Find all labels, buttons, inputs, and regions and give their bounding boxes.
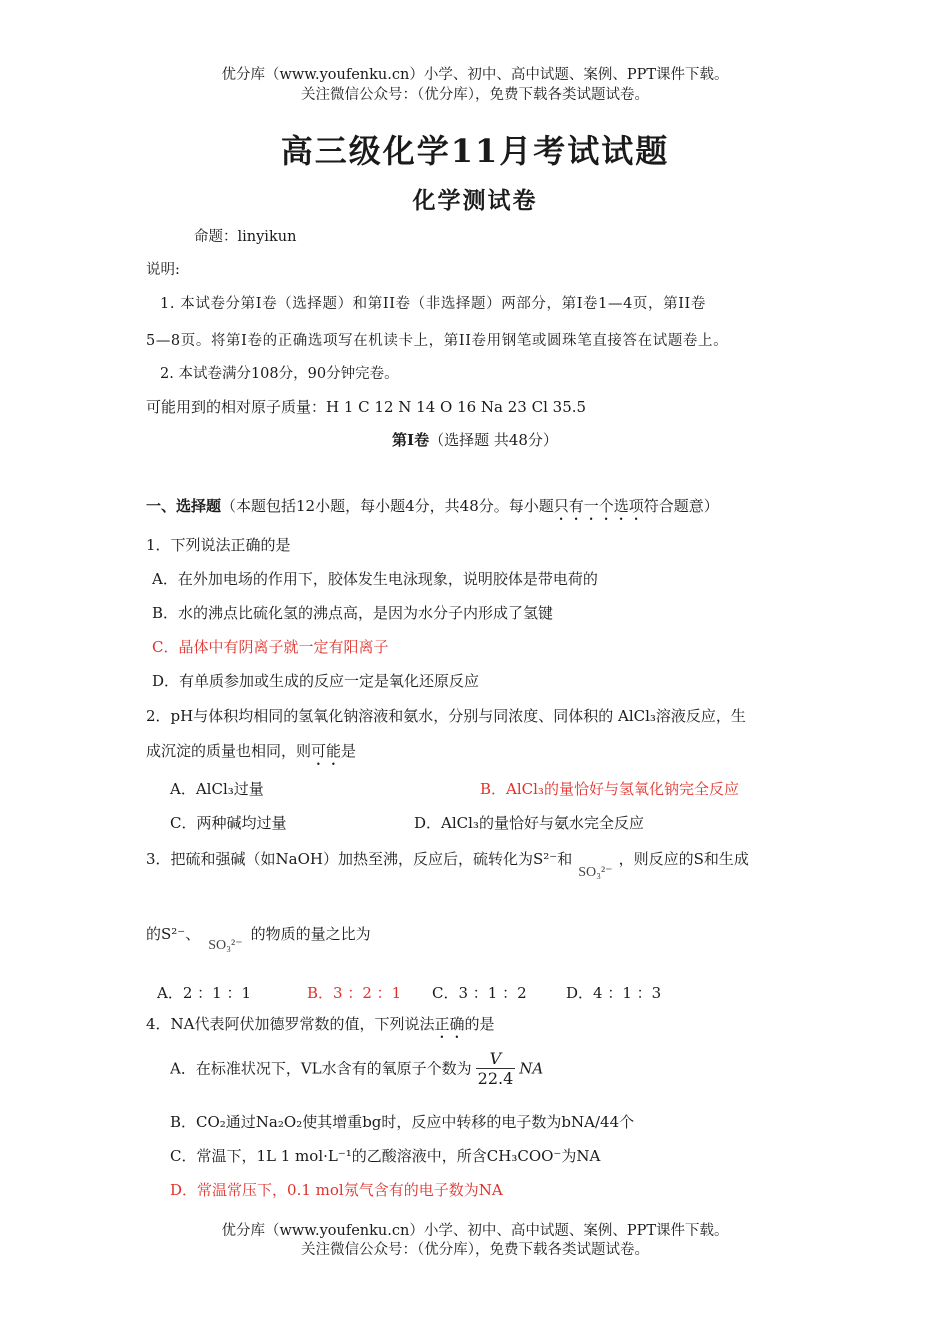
q4-option-d: D．常温常压下，0.1 mol氖气含有的电子数为NA bbox=[170, 1181, 503, 1199]
q3-stem-line-2-post: 的物质的量之比为 bbox=[250, 925, 371, 943]
page-subtitle: 化学测试卷 bbox=[412, 187, 538, 214]
q4-fraction bbox=[476, 1050, 516, 1089]
q3-option-c: C．3 ：1 ：2 bbox=[432, 984, 527, 1002]
q2-stem-line-2-post: 是 bbox=[341, 742, 357, 760]
part-1-heading-rest: （选择题 共48分） bbox=[429, 431, 558, 449]
header-line-1: 优分库（www.youfenku.cn）小学、初中、高中试题、案例、PPT课件下载。 bbox=[221, 67, 729, 83]
q4-option-a bbox=[170, 1050, 543, 1089]
section-1-heading bbox=[146, 495, 719, 524]
q3-stem-line-2-pre: 的S²⁻、 bbox=[146, 925, 201, 943]
q3-stem-line-1-pre: 3．把硫和强碱（如NaOH）加热至沸，反应后，硫转化为S²⁻和 bbox=[146, 850, 573, 868]
q1-stem: 1．下列说法正确的是 bbox=[146, 536, 291, 554]
q1-option-c: C．晶体中有阴离子就一定有阳离子 bbox=[152, 638, 389, 656]
section-1-rest-after: 符合题意） bbox=[643, 497, 719, 515]
part-1-heading bbox=[0, 429, 950, 450]
q4-option-c: C．常温下，1L 1 mol·L⁻¹的乙酸溶液中，所含CH₃COO⁻为NA bbox=[170, 1147, 601, 1165]
part-1-heading-bold: 第Ⅰ卷 bbox=[392, 431, 430, 449]
q4-fraction-numerator: V bbox=[489, 1049, 502, 1068]
page-title: 高三级化学11月考试试题 bbox=[280, 132, 670, 170]
q4-fraction-denominator: 22.4 bbox=[477, 1069, 514, 1088]
q2-option-d: D．AlCl₃的量恰好与氨水完全反应 bbox=[414, 814, 644, 832]
q2-option-a: A．AlCl₃过量 bbox=[170, 780, 264, 798]
q2-stem-line-2 bbox=[146, 740, 356, 769]
q1-option-d: D．有单质参加或生成的反应一定是氧化还原反应 bbox=[152, 672, 480, 690]
section-1-emphasis: 只有一个选项 bbox=[553, 497, 644, 515]
q4-option-a-pre: A．在标准状况下，VL水含有的氧原子个数为 bbox=[170, 1059, 472, 1078]
section-1-bold: 一、选择题 bbox=[146, 497, 222, 515]
q1-option-b: B．水的沸点比硫化氢的沸点高，是因为水分子内形成了氢键 bbox=[152, 604, 554, 622]
author-line: 命题：linyikun bbox=[194, 229, 297, 245]
q3-stem-line-1 bbox=[146, 848, 749, 880]
atomic-masses: 可能用到的相对原子质量：H 1 C 12 N 14 O 16 Na 23 Cl 35.5 bbox=[146, 398, 587, 416]
notes-heading: 说明: bbox=[146, 262, 180, 278]
notes-item-1-line-2: 5—8页。将第Ⅰ卷的正确选项写在机读卡上，第II卷用钢笔或圆珠笔直接答在试题卷上。 bbox=[146, 333, 729, 349]
q4-stem-pre: 4．NA代表阿伏加德罗常数的值，下列说法 bbox=[146, 1015, 435, 1033]
q4-option-a-post: NA bbox=[519, 1059, 544, 1078]
q4-option-b: B．CO₂通过Na₂O₂使其增重bg时，反应中转移的电子数为bNA/44个 bbox=[170, 1113, 635, 1131]
q2-option-b: B．AlCl₃的量恰好与氢氧化钠完全反应 bbox=[480, 780, 739, 798]
notes-item-1-line-1: 1. 本试卷分第Ⅰ卷（选择题）和第II卷（非选择题）两部分，第Ⅰ卷1—4页，第II卷 bbox=[160, 296, 706, 312]
q3-option-d: D．4 ：1 ：3 bbox=[566, 984, 662, 1002]
q1-option-a: A．在外加电场的作用下，胶体发生电泳现象，说明胶体是带电荷的 bbox=[152, 570, 598, 588]
q3-stem-line-2 bbox=[146, 923, 371, 953]
q4-stem-post: 的是 bbox=[464, 1015, 495, 1033]
header-line-2: 关注微信公众号：（优分库），免费下载各类试题试卷。 bbox=[301, 87, 649, 103]
q3-sulfite-ion-1: SO₃²⁻ bbox=[578, 865, 613, 880]
q2-option-c: C．两种碱均过量 bbox=[170, 814, 287, 832]
section-1-rest-before: （本题包括12小题，每小题4分，共48分。每小题 bbox=[221, 497, 554, 515]
notes-item-2: 2. 本试卷满分108分，90分钟完卷。 bbox=[160, 366, 399, 382]
q3-sulfite-ion-2: SO₃²⁻ bbox=[208, 938, 243, 953]
q4-stem bbox=[146, 1013, 495, 1042]
q2-stem-line-1: 2．pH与体积均相同的氢氧化钠溶液和氨水，分别与同浓度、同体积的 AlCl₃溶液反应，生 bbox=[146, 707, 746, 725]
q3-stem-line-1-post: ，则反应的S和生成 bbox=[618, 850, 749, 868]
footer-line-1: 优分库（www.youfenku.cn）小学、初中、高中试题、案例、PPT课件下载。 bbox=[221, 1223, 729, 1239]
footer-line-2: 关注微信公众号：（优分库），免费下载各类试题试卷。 bbox=[301, 1242, 649, 1258]
q2-stem-line-2-pre: 成沉淀的质量也相同，则 bbox=[146, 742, 312, 760]
q2-stem-emphasis: 可能 bbox=[311, 742, 342, 760]
q3-option-a: A．2 ：1 ：1 bbox=[157, 984, 251, 1002]
q4-stem-emphasis: 正确 bbox=[434, 1015, 465, 1033]
q3-option-b: B．3 ：2 ：1 bbox=[307, 984, 402, 1002]
